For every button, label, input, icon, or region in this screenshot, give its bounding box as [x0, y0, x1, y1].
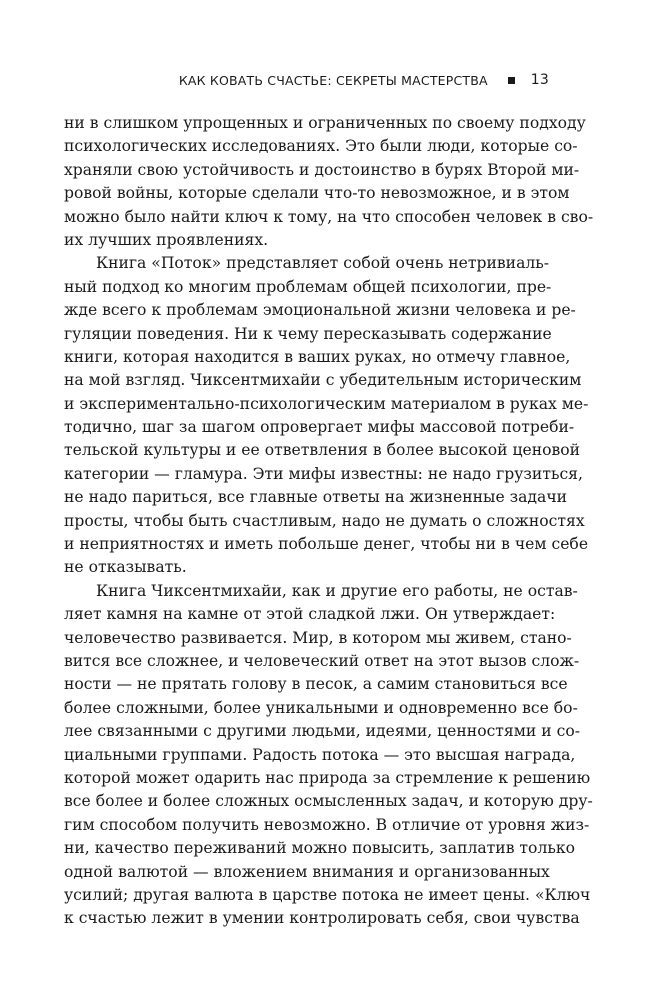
text-line: лее связанными с другими людьми, идеями, ценностями и со-: [64, 722, 580, 741]
text-line: усилий; другая валюта в царстве потока не имеет цены. «Ключ: [64, 885, 591, 904]
text-line: гим способом получить невозможно. В отличие от уровня жиз-: [64, 815, 590, 834]
body-text: [64, 112, 594, 931]
page-number: 13: [530, 72, 549, 88]
text-line: не отказывать.: [64, 558, 187, 577]
text-line: ный подход ко многим проблемам общей психологии, пре-: [64, 277, 552, 296]
text-line: на мой взгляд. Чиксентмихайи с убедительным историческим: [64, 371, 582, 390]
text-line: храняли свою устойчивость и достоинство в бурях Второй ми-: [64, 160, 580, 179]
text-line: их лучших проявлениях.: [64, 230, 269, 249]
text-line: тодично, шаг за шагом опровергает мифы массовой потреби-: [64, 418, 575, 437]
text-line: к счастью лежит в умении контролировать себя, свои чувства: [64, 909, 580, 928]
paragraph-first-line: Книга «Поток» представляет собой очень нетривиаль-: [96, 254, 550, 273]
text-line: ровой войны, которые сделали что-то невозможное, и в этом: [64, 184, 570, 203]
paragraph-first-line: Книга Чиксентмихайи, как и другие его работы, не остав-: [96, 581, 578, 600]
text-line: человечество развивается. Мир, в котором мы живем, стано-: [64, 628, 572, 647]
running-title: КАК КОВАТЬ СЧАСТЬЕ: СЕКРЕТЫ МАСТЕРСТВА: [178, 72, 488, 88]
text-line: просты, чтобы быть счастливым, надо не думать о сложностях: [64, 511, 585, 530]
text-line: жде всего к проблемам эмоциональной жизни человека и ре-: [64, 301, 576, 320]
text-line: которой может одарить нас природа за стремление к решению: [64, 768, 591, 787]
text-line: ляет камня на камне от этой сладкой лжи. Он утверждает:: [64, 605, 556, 624]
text-line: ни, качество переживаний можно повысить, заплатив только: [64, 839, 575, 858]
text-line: можно было найти ключ к тому, на что способен человек в сво-: [64, 207, 594, 226]
text-line: тельской культуры и ее ответвления в более высокой ценовой: [64, 441, 581, 460]
text-line: категории — гламура. Эти мифы известны: не надо грузиться,: [64, 464, 583, 483]
text-line: книги, которая находится в ваших руках, но отмечу главное,: [64, 347, 571, 366]
text-line: гуляции поведения. Ни к чему пересказывать содержание: [64, 324, 552, 343]
text-line: одной валютой — вложением внимания и организованных: [64, 862, 550, 881]
running-head: [179, 72, 549, 88]
text-line: психологических исследованиях. Это были люди, которые со-: [64, 137, 578, 156]
text-line: вится все сложнее, и человеческий ответ на этот вызов слож-: [64, 651, 580, 670]
text-line: все более и более сложных осмысленных задач, и которую дру-: [64, 792, 593, 811]
text-line: более сложными, более уникальными и одновременно все бо-: [64, 698, 578, 717]
separator-square-icon: [508, 77, 515, 84]
text-line: циальными группами. Радость потока — это высшая награда,: [64, 745, 576, 764]
text-line: ности — не прятать голову в песок, а самим становиться все: [64, 675, 568, 694]
text-line: и неприятностях и иметь побольше денег, чтобы ни в чем себе: [64, 535, 589, 554]
text-line: не надо париться, все главные ответы на жизненные задачи: [64, 488, 568, 507]
text-line: ни в слишком упрощенных и ограниченных по своему подходу: [64, 114, 586, 132]
text-line: и экспериментально-психологическим материалом в руках ме-: [64, 394, 589, 413]
